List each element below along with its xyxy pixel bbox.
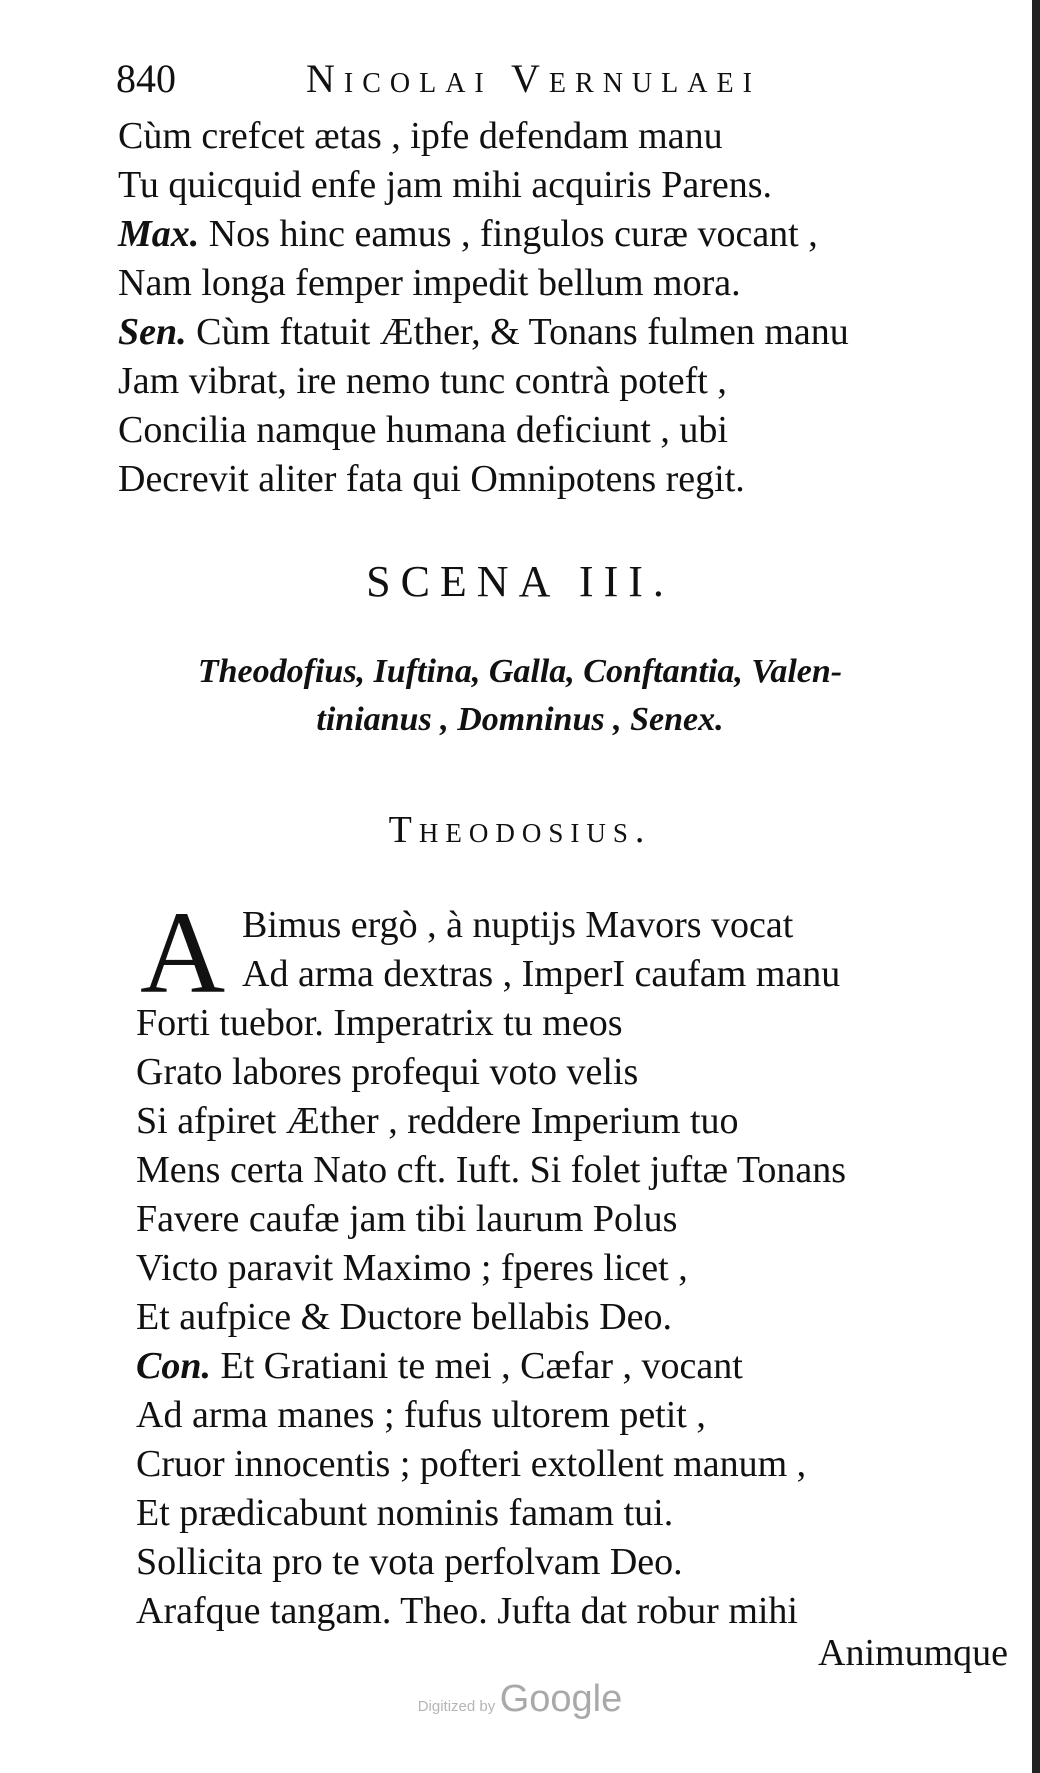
- verse-line: [118, 357, 998, 406]
- digitization-watermark: [0, 1678, 1040, 1721]
- personae-line-1: Theodofius, Iuftina, Galla, Conftantia, Valen-: [197, 653, 843, 690]
- speaker-label: Con.: [136, 1345, 211, 1387]
- verse-text: Ad arma manes ; fufus ultorem petit ,: [136, 1394, 706, 1436]
- verse-line: [136, 1293, 1016, 1342]
- verse-line: [136, 1097, 1016, 1146]
- dramatis-personae: [0, 648, 1040, 744]
- catchword: Animumque: [818, 1632, 1008, 1674]
- verse-line: [136, 1440, 1016, 1489]
- verse-line: [136, 950, 1016, 999]
- verse-text: Nam longa femper impedit bellum mora.: [118, 262, 741, 304]
- watermark-prefix: Digitized by: [417, 1698, 496, 1715]
- verse-line: [136, 1587, 1016, 1636]
- running-title: Nicolai Vernulaei: [306, 56, 761, 101]
- verse-text: Mens certa Nato cft. Iuft. Si folet juftæ Tonans: [136, 1149, 847, 1191]
- verse-line: [136, 1489, 1016, 1538]
- verse-line: [136, 999, 1016, 1048]
- speaker-label: Max.: [118, 213, 200, 255]
- verse-text: Bimus ergò , à nuptijs Mavors vocat: [242, 904, 794, 946]
- verse-line: [118, 112, 998, 161]
- scene-title: SCENA III.: [366, 557, 674, 606]
- verse-text: Forti tuebor. Imperatrix tu meos: [136, 1002, 623, 1044]
- verse-text: Arafque tangam. Theo. Jufta dat robur mihi: [136, 1590, 798, 1632]
- verse-line: [136, 1342, 1016, 1391]
- verse-line: [136, 1146, 1016, 1195]
- verse-text: Nos hinc eamus , fingulos curæ vocant ,: [208, 213, 818, 255]
- drop-cap: A: [140, 887, 226, 1018]
- verse-text: Et prædicabunt nominis famam tui.: [136, 1492, 674, 1534]
- verse-line: [118, 455, 998, 504]
- verse-text: Cruor innocentis ; pofteri extollent manum ,: [136, 1443, 807, 1485]
- verse-text: Si afpiret Æther , reddere Imperium tuo: [136, 1100, 739, 1142]
- page-edge: [1032, 0, 1040, 1773]
- verse-block-top: [118, 112, 998, 504]
- personae-line-2: tinianus , Domninus , Senex.: [316, 701, 724, 738]
- verse-line: [136, 1195, 1016, 1244]
- page-number: 840: [116, 56, 176, 101]
- verse-text: Victo paravit Maximo ; fperes licet ,: [136, 1247, 688, 1289]
- verse-line: [136, 1244, 1016, 1293]
- verse-text: Tu quicquid enfe jam mihi acquiris Parens.: [118, 164, 772, 206]
- verse-line: [136, 1048, 1016, 1097]
- verse-line: [118, 259, 998, 308]
- verse-text: Cùm crefcet ætas , ipfe defendam manu: [118, 115, 723, 157]
- verse-text: Decrevit aliter fata qui Omnipotens regit.: [118, 458, 745, 500]
- verse-text: Favere caufæ jam tibi laurum Polus: [136, 1198, 678, 1240]
- verse-line: [136, 1391, 1016, 1440]
- verse-text: Concilia namque humana deficiunt , ubi: [118, 409, 728, 451]
- speaker-label: Sen.: [118, 311, 187, 353]
- verse-text: Et Gratiani te mei , Cæfar , vocant: [220, 1345, 743, 1387]
- verse-text: Cùm ftatuit Æther, & Tonans fulmen manu: [196, 311, 849, 353]
- verse-text: Et aufpice & Ductore bellabis Deo.: [136, 1296, 673, 1338]
- verse-line: [118, 308, 998, 357]
- verse-block-main: [136, 901, 1016, 1636]
- verse-line: [118, 161, 998, 210]
- verse-text: Ad arma dextras , ImperI caufam manu: [242, 953, 841, 995]
- verse-line: [118, 210, 998, 259]
- verse-text: Sollicita pro te vota perfolvam Deo.: [136, 1541, 683, 1583]
- speaker-heading: Theodosius.: [388, 809, 652, 851]
- verse-text: Jam vibrat, ire nemo tunc contrà poteft ,: [118, 360, 727, 402]
- watermark-brand: Google: [499, 1678, 623, 1720]
- page-header: [116, 55, 936, 105]
- verse-text: Grato labores profequi voto velis: [136, 1051, 639, 1093]
- verse-line: [136, 1538, 1016, 1587]
- verse-line: [118, 406, 998, 455]
- verse-line: [136, 901, 1016, 950]
